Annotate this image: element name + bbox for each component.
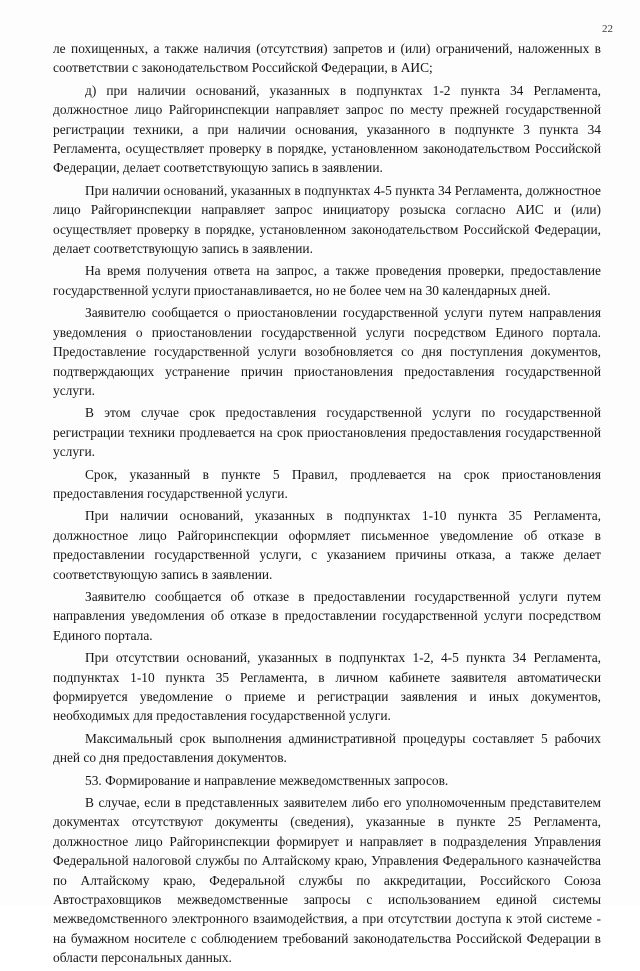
- paragraph-item-d: д) при наличии оснований, указанных в подпунктах 1-2 пункта 34 Регламента, должностное лицо Райгоринспекции направляет запрос по месту прежней государственной регистрации техники, а при наличии основания, указанного в подпункте 3 пункта 34 Регламента, осуществляет проверку в порядке, установленном законодательством Российской Федерации, делает соответствующую запись в заявлении.: [53, 82, 601, 176]
- paragraph-interagency-requests: В случае, если в представленных заявителем либо его уполномоченным представителем документах отсутствуют документы (сведения), указанные в пункте 25 Регламента, должностное лицо Райгоринспекции формирует и направляет в подразделения Управления Федеральной налоговой службы по Алтайскому краю, Управления Федерального казначейства по Алтайскому краю, Федеральной службы по аккредитации, Российского Союза Автостраховщиков межведомственные запросы с использованием единой системы межведомственного электронного взаимодействия, а при отсутствии доступа к этой системе - на бумажном носителе с соблюдением требований законодательства Российской Федерации в области персональных данных.: [53, 795, 601, 966]
- paragraph-continuation: ле похищенных, а также наличия (отсутствия) запретов и (или) ограничений, наложенных в соответствии с законодательством Российской Федерации, в АИС;: [53, 41, 601, 76]
- section-heading-53: 53. Формирование и направление межведомственных запросов.: [85, 772, 449, 788]
- paragraph-rules-term: Срок, указанный в пункте 5 Правил, продлевается на срок приостановления предоставления государственной услуги.: [53, 466, 601, 501]
- paragraph-refusal-notice: Заявителю сообщается об отказе в предоставлении государственной услуги путем направления уведомления об отказе в предоставлении государственной услуги посредством Единого портала.: [53, 588, 601, 643]
- document-body: [53, 39, 601, 971]
- paragraph-no-grounds: При отсутствии оснований, указанных в подпунктах 1-2, 4-5 пункта 34 Регламента, подпунктах 1-10 пункта 35 Регламента, в личном кабинете заявителя автоматически формируется уведомление о приеме и регистрации заявления и иных документов, необходимых для предоставления государственной услуги.: [53, 650, 601, 724]
- paragraph-suspension-period: На время получения ответа на запрос, а также проведения проверки, предоставление государственной услуги приостанавливается, но не более чем на 30 календарных дней.: [53, 263, 601, 298]
- paragraph-grounds-4-5: При наличии оснований, указанных в подпунктах 4-5 пункта 34 Регламента, должностное лицо Райгоринспекции направляет запрос инициатору розыска согласно АИС и (или) осуществляет проверку в порядке, установленном законодательством Российской Федерации, делает соответствующую запись в заявлении.: [53, 182, 601, 257]
- paragraph-maximum-term: Максимальный срок выполнения административной процедуры составляет 5 рабочих дней со дня предоставления документов.: [53, 730, 601, 766]
- paragraph-refusal-grounds: При наличии оснований, указанных в подпунктах 1-10 пункта 35 Регламента, должностное лицо Райгоринспекции оформляет письменное уведомление об отказе в предоставлении государственной услуги, с указанием причины отказа, а также делает соответствующую запись в заявлении.: [53, 508, 601, 582]
- paragraph-term-extension: В этом случае срок предоставления государственной услуги по государственной регистрации техники продлевается на срок приостановления предоставления государственной услуги.: [53, 405, 601, 460]
- paragraph-suspension-notice: Заявителю сообщается о приостановлении государственной услуги путем направления уведомления о приостановлении государственной услуги посредством Единого портала. Предоставление государственной услуги возобновляется со дня поступления документов, подтверждающих устранение причин приостановления предоставления государственной услуги.: [53, 305, 601, 398]
- page-number: 22: [602, 23, 613, 35]
